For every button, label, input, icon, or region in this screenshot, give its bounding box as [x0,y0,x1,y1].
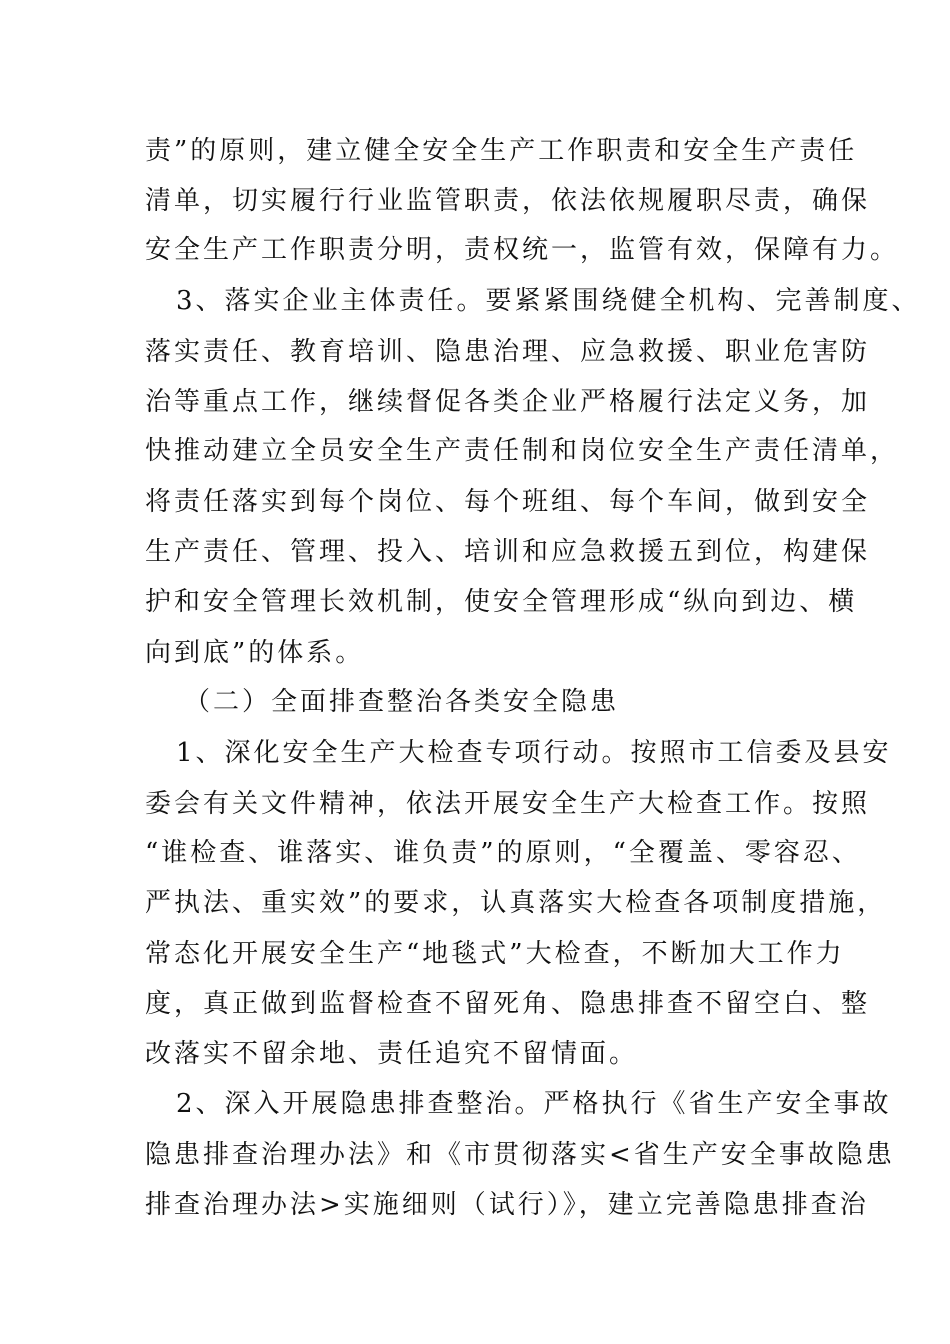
paragraph-line: 常态化开展安全生产“地毯式”大检查，不断加大工作力 [145,939,845,969]
paragraph-line: 生产责任、管理、投入、培训和应急救援五到位，构建保 [145,537,871,567]
paragraph-line: 3、落实企业主体责任。要紧紧围绕健全机构、完善制度、 [176,286,921,316]
paragraph-line: 快推动建立全员安全生产责任制和岗位安全生产责任清单， [145,436,900,466]
paragraph-line: 责”的原则，建立健全安全生产工作职责和安全生产责任 [145,136,858,166]
paragraph-line: 清单，切实履行行业监管职责，依法依规履职尽责，确保 [145,186,871,216]
section-heading: （二）全面排查整治各类安全隐患 [184,687,620,717]
paragraph-line: 1、深化安全生产大检查专项行动。按照市工信委及县安 [176,738,892,768]
paragraph-line: 护和安全管理长效机制，使安全管理形成“纵向到边、横 [145,587,858,617]
paragraph-line: 治等重点工作，继续督促各类企业严格履行法定义务，加 [145,387,871,417]
paragraph-line: 隐患排查治理办法》和《市贯彻落实<省生产安全事故隐患 [145,1140,895,1170]
paragraph-line: “谁检查、谁落实、谁负责”的原则，“全覆盖、零容忍、 [145,838,861,868]
paragraph-line: 向到底”的体系。 [145,638,365,668]
paragraph-line: 委会有关文件精神，依法开展安全生产大检查工作。按照 [145,789,871,819]
paragraph-line: 2、深入开展隐患排查整治。严格执行《省生产安全事故 [176,1089,892,1119]
paragraph-line: 度，真正做到监督检查不留死角、隐患排查不留空白、整 [145,989,871,1019]
paragraph-line: 排查治理办法>实施细则（试行）》，建立完善隐患排查治 [145,1190,869,1220]
paragraph-line: 严执法、重实效”的要求，认真落实大检查各项制度措施， [145,888,887,918]
paragraph-line: 改落实不留余地、责任追究不留情面。 [145,1039,639,1069]
paragraph-line: 将责任落实到每个岗位、每个班组、每个车间，做到安全 [145,487,871,517]
paragraph-line: 落实责任、教育培训、隐患治理、应急救援、职业危害防 [145,337,871,367]
paragraph-line: 安全生产工作职责分明，责权统一，监管有效，保障有力。 [145,235,900,265]
